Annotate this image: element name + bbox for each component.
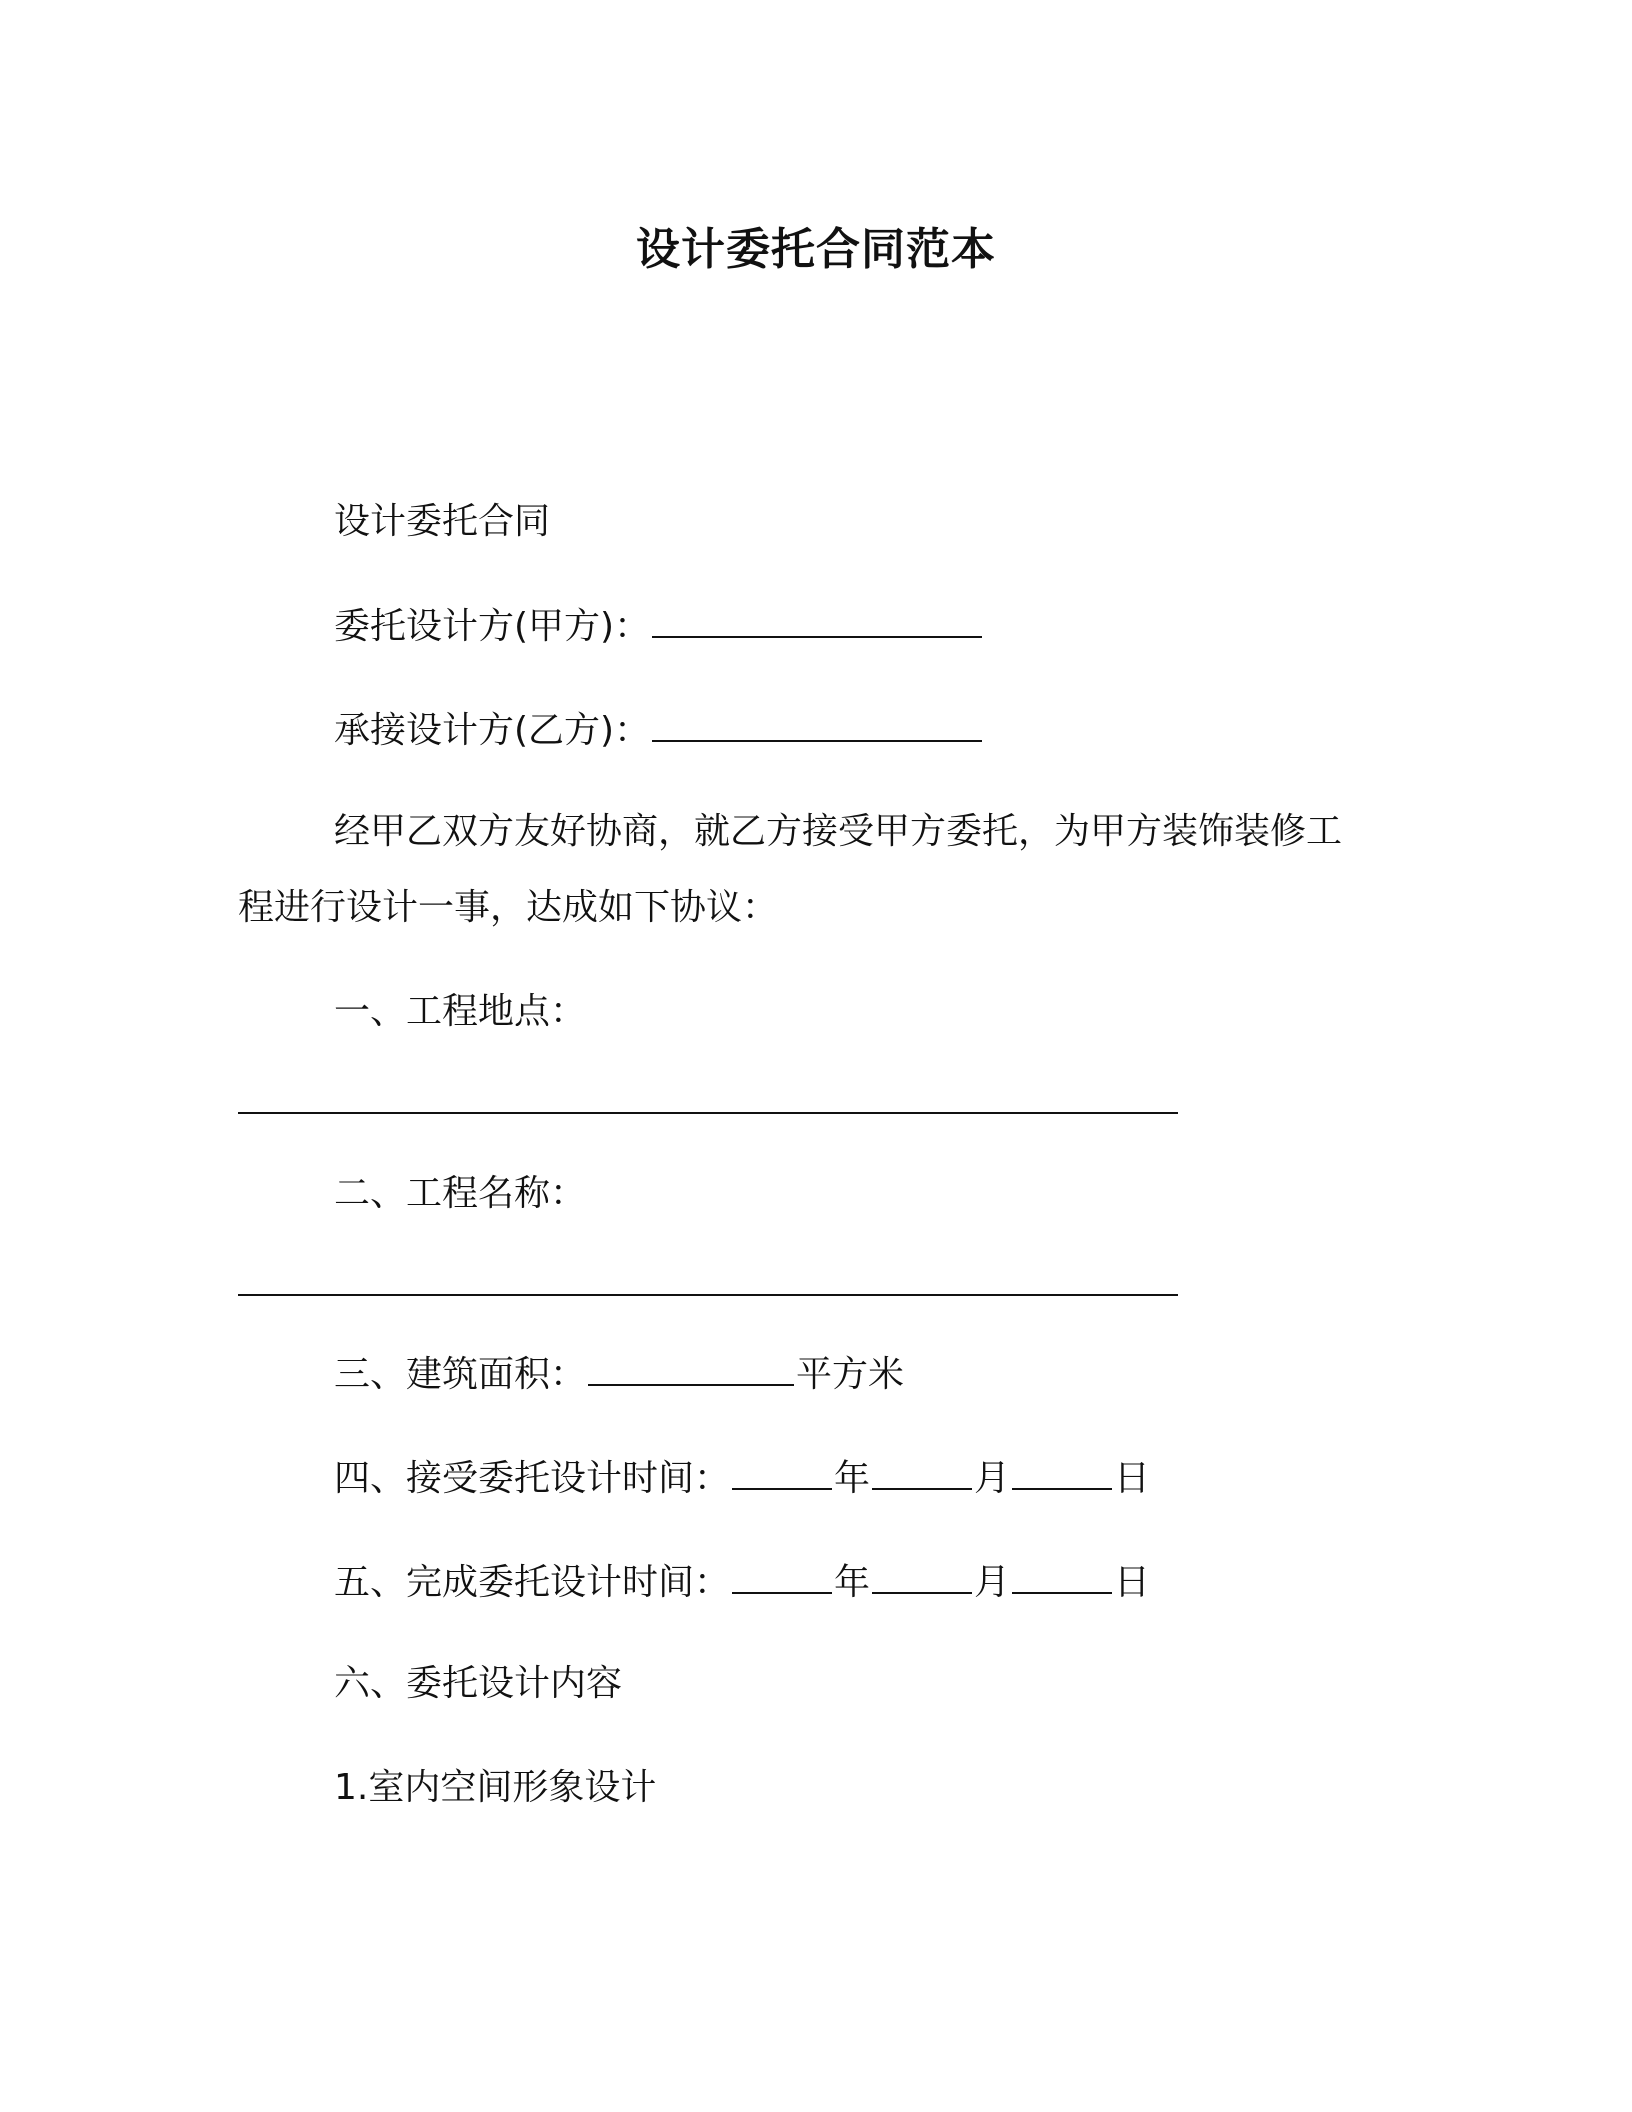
- item-3-label: 三、建筑面积：: [334, 1354, 587, 1395]
- intro-line-2: 程进行设计一事，达成如下协议：: [238, 887, 779, 928]
- item-3-row: [334, 1350, 904, 1399]
- contract-heading: 设计委托合同: [334, 501, 551, 542]
- item-4-year: 年: [834, 1458, 871, 1499]
- item-4-day-blank: [1012, 1454, 1112, 1490]
- party-b-label: 承接设计方(乙方)：: [334, 710, 651, 751]
- item-5-row: [334, 1558, 1150, 1607]
- party-a-row: [334, 602, 984, 651]
- party-a-blank: [652, 602, 982, 638]
- item-4-day: 日: [1114, 1458, 1151, 1499]
- intro-line-1: 经甲乙双方友好协商，就乙方接受甲方委托，为甲方装饰装修工: [334, 811, 1343, 852]
- item-4-year-blank: [732, 1454, 832, 1490]
- item-5-label: 五、完成委托设计时间：: [334, 1562, 731, 1603]
- item-5-month: 月: [974, 1562, 1011, 1603]
- item-2-blank: [238, 1294, 1178, 1296]
- party-b-row: [334, 706, 984, 755]
- item-2-label: 二、工程名称：: [334, 1173, 587, 1214]
- item-5-year: 年: [834, 1562, 871, 1603]
- document-title: 设计委托合同范本: [636, 224, 996, 275]
- item-5-day-blank: [1012, 1558, 1112, 1594]
- item-5-day: 日: [1114, 1562, 1151, 1603]
- item-1-label: 一、工程地点：: [334, 991, 587, 1032]
- party-b-blank: [652, 706, 982, 742]
- item-4-month: 月: [974, 1458, 1011, 1499]
- item-4-row: [334, 1454, 1150, 1503]
- item-6-sub-1: 1.室内空间形象设计: [334, 1767, 657, 1808]
- item-5-month-blank: [872, 1558, 972, 1594]
- item-1-blank: [238, 1112, 1178, 1114]
- item-4-month-blank: [872, 1454, 972, 1490]
- party-a-label: 委托设计方(甲方)：: [334, 606, 651, 647]
- item-4-label: 四、接受委托设计时间：: [334, 1458, 731, 1499]
- item-5-year-blank: [732, 1558, 832, 1594]
- item-6-label: 六、委托设计内容: [334, 1663, 623, 1704]
- item-3-blank: [588, 1350, 794, 1386]
- item-3-unit: 平方米: [796, 1354, 905, 1395]
